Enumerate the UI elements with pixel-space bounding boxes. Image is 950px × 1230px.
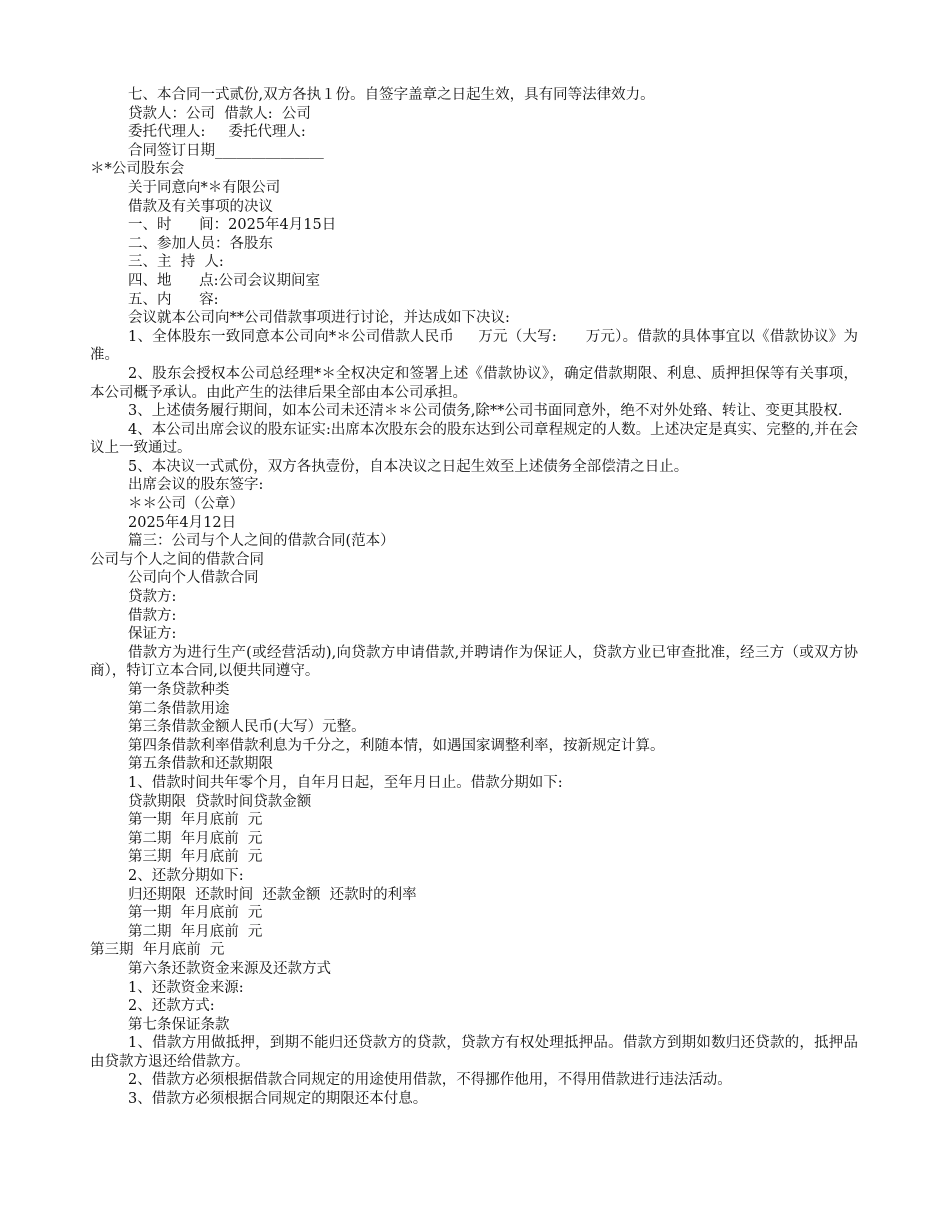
paragraph: 第三期 年月底前 元 — [90, 942, 225, 959]
paragraph: 5、本决议一式贰份，双方各执壹份，自本决议之日起生效至上述债务全部偿清之日止。 — [128, 458, 689, 475]
paragraph: 贷款期限 贷款时间贷款金额 — [128, 793, 312, 810]
paragraph: 第一期 年月底前 元 — [128, 905, 263, 922]
paragraph: 第一条贷款种类 — [128, 682, 230, 698]
paragraph: 第六条还款资金来源及还款方式 — [128, 960, 331, 977]
paragraph: 会议就本公司向**公司借款事项进行讨论，并达成如下决议: — [128, 310, 510, 327]
paragraph: 第三条借款金额人民币(大写）元整。 — [128, 719, 366, 736]
paragraph: 委托代理人: 委托代理人: — [128, 124, 306, 141]
paragraph: 第五条借款和还款期限 — [128, 756, 273, 773]
paragraph: 1、借款时间共年零个月，自年月日起，至年月日止。借款分期如下: — [128, 774, 563, 791]
document-body — [90, 86, 858, 1109]
paragraph: 4、本公司出席会议的股东证实:出席本次股东会的股东达到公司章程规定的人数。上述决定是真实、完整的,并在会议上一致通过。 — [90, 421, 858, 457]
paragraph: 出席会议的股东签字: — [128, 477, 264, 494]
paragraph: 第二条借款用途 — [128, 700, 230, 717]
paragraph: 合同签订日期_______________ — [128, 142, 324, 159]
paragraph: 三、主 持 人: — [128, 254, 224, 271]
paragraph: 第三期 年月底前 元 — [128, 849, 263, 866]
paragraph: 2025年4月12日 — [128, 514, 237, 531]
paragraph: 第四条借款利率借款利息为千分之，利随本情，如遇国家调整利率，按新规定计算。 — [128, 737, 665, 754]
paragraph: 1、还款资金来源: — [128, 979, 244, 996]
paragraph: 公司与个人之间的借款合同 — [90, 551, 264, 568]
paragraph: 篇三：公司与个人之间的借款合同(范本） — [128, 533, 395, 550]
paragraph: 一、时 间：2025年4月15日 — [128, 217, 337, 234]
paragraph: 贷款方: — [128, 589, 177, 606]
paragraph: 第七条保证条款 — [128, 1016, 230, 1033]
paragraph: 二、参加人员：各股东 — [128, 235, 273, 252]
paragraph: 归还期限 还款时间 还款金额 还款时的利率 — [128, 886, 417, 903]
paragraph: 3、上述债务履行期间，如本公司未还清＊＊公司债务,除**公司书面同意外，绝不对外处臵、转让、变更其股权. — [128, 403, 843, 420]
paragraph: 1、全体股东一致同意本公司向*＊公司借款人民币 万元（大写: 万元）。借款的具体事宜以《借款协议》为准。 — [90, 328, 858, 364]
paragraph: 五、内 容: — [128, 291, 219, 308]
paragraph: 七、本合同一式贰份,双方各执１份。自签字盖章之日起生效，具有同等法律效力。 — [128, 87, 655, 103]
paragraph: 贷款人：公司 借款人: 公司 — [128, 105, 311, 122]
paragraph: 1、借款方用做抵押，到期不能归还贷款方的贷款，贷款方有权处理抵押品。借款方到期如数归还贷款的，抵押品由贷款方退还给借款方。 — [90, 1035, 858, 1070]
paragraph: 保证方: — [128, 626, 177, 643]
paragraph: 2、还款方式: — [128, 998, 215, 1015]
paragraph: 借款方: — [128, 607, 177, 624]
paragraph: 公司向个人借款合同 — [128, 570, 259, 587]
paragraph: ＊*公司股东会 — [90, 161, 185, 178]
paragraph: 借款及有关事项的决议 — [128, 198, 273, 215]
paragraph: 关于同意向*＊有限公司 — [128, 179, 281, 196]
paragraph: 第一期 年月底前 元 — [128, 812, 263, 829]
paragraph: ＊＊公司（公章） — [128, 496, 244, 513]
paragraph: 2、借款方必须根据借款合同规定的用途使用借款，不得挪作他用，不得用借款进行违法活动。 — [128, 1072, 732, 1089]
paragraph: 第二期 年月底前 元 — [128, 830, 263, 847]
paragraph: 3、借款方必须根据合同规定的期限还本付息。 — [128, 1091, 428, 1108]
paragraph: 第二期 年月底前 元 — [128, 923, 263, 940]
paragraph: 2、股东会授权本公司总经理*＊全权决定和签署上述《借款协议》，确定借款期限、利息、质押担保等有关事项，本公司概予承认。由此产生的法律后果全部由本公司承担。 — [90, 365, 858, 401]
paragraph: 2、还款分期如下: — [128, 867, 244, 884]
paragraph: 四、地 点:公司会议期间室 — [128, 272, 321, 289]
paragraph: 借款方为进行生产(或经营活动),向贷款方申请借款,并聘请作为保证人，贷款方业已审查批准，经三方（或双方协商），特订立本合同,以便共同遵守。 — [90, 644, 858, 680]
